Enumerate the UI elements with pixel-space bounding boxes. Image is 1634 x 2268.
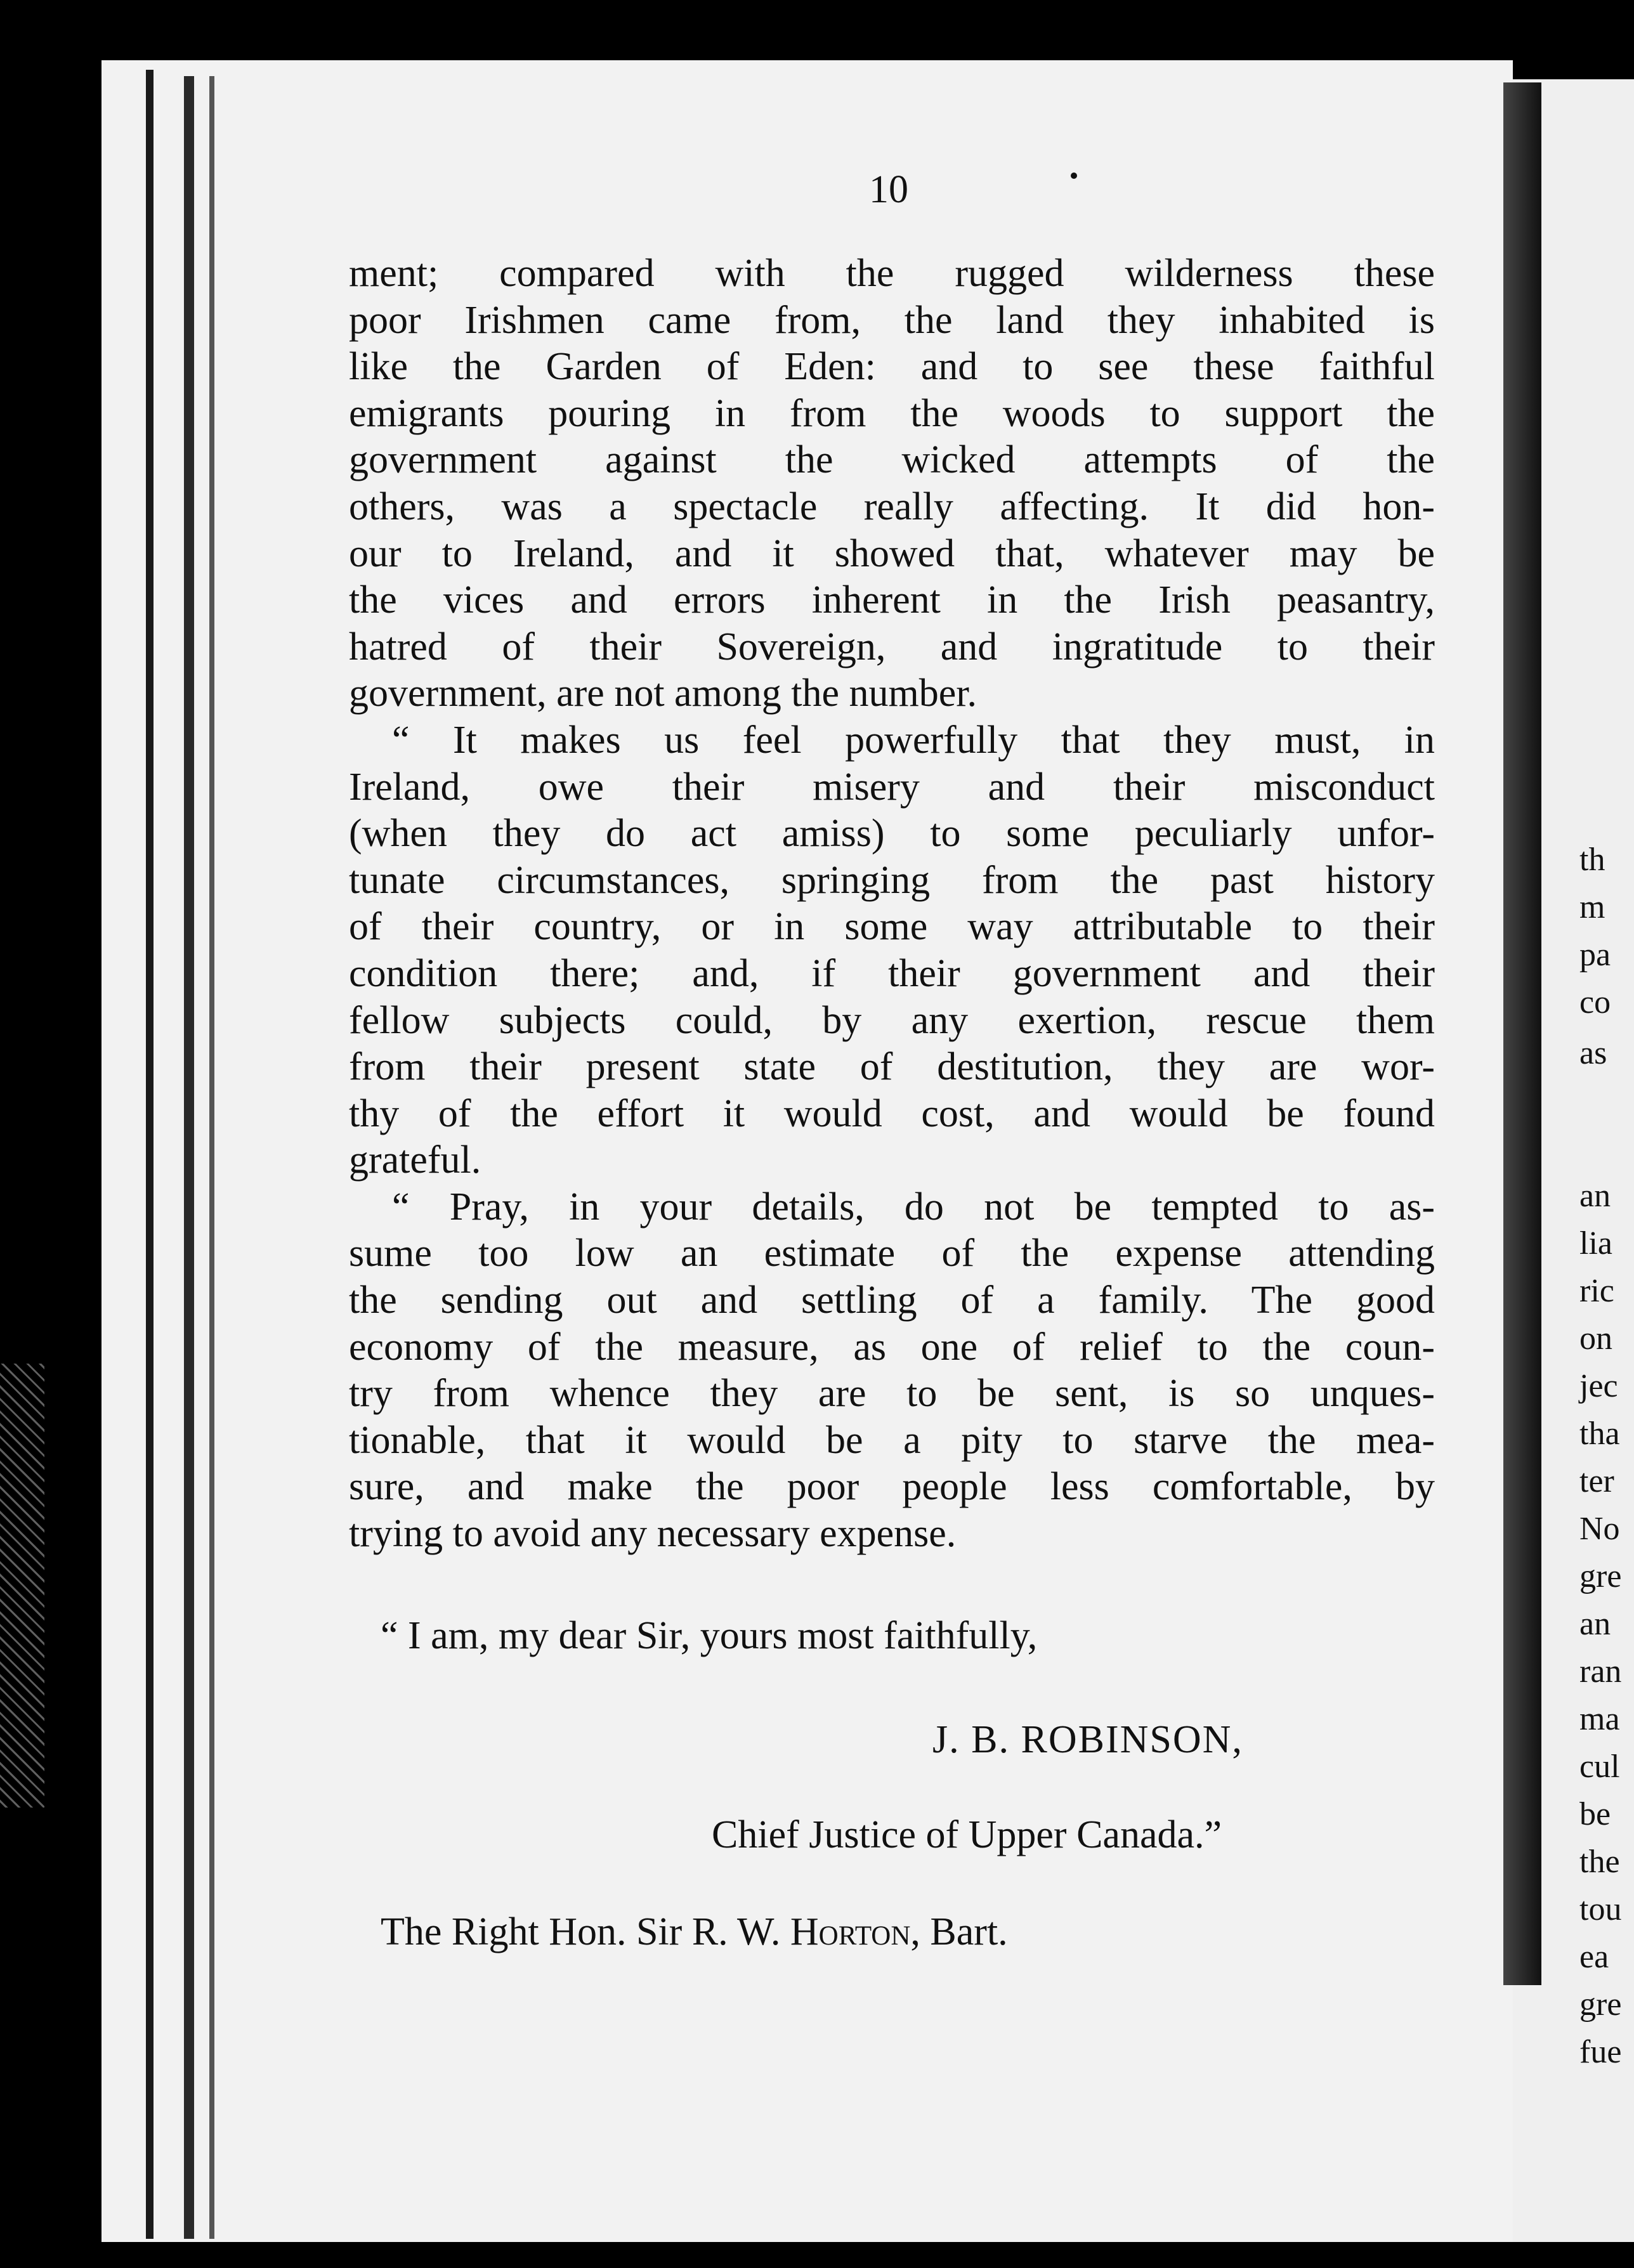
adjacent-page-fragment: cul [1579, 1749, 1620, 1785]
letter-closing: “ I am, my dear Sir, yours most faithfully, [381, 1614, 1038, 1657]
adjacent-page-fragment: an [1579, 1606, 1611, 1642]
text-line: economy of the measure, as one of relief to the coun- [349, 1325, 1435, 1369]
text-line: tionable, that it would be a pity to starve the mea- [349, 1418, 1435, 1462]
adjacent-page-fragment: ma [1579, 1701, 1620, 1737]
text-line: others, was a spectacle really affecting. It did hon- [349, 485, 1435, 528]
text-line: sure, and make the poor people less comfortable, by [349, 1465, 1435, 1509]
text-line: from their present state of destitution, they are wor- [349, 1045, 1435, 1089]
text-line: the vices and errors inherent in the Irish peasantry, [349, 578, 1435, 622]
text-line: (when they do act amiss) to some peculiarly unfor- [349, 812, 1435, 856]
page-edge [184, 76, 194, 2239]
adjacent-page-fragment: ran [1579, 1653, 1622, 1690]
text-line: poor Irishmen came from, the land they inhabited is [349, 298, 1435, 342]
scan-noise [0, 1364, 44, 1808]
text-line: our to Ireland, and it showed that, whatever may be [349, 531, 1435, 575]
adjacent-page-fragment: ea [1579, 1939, 1609, 1975]
book-gutter [1503, 82, 1541, 1985]
text-line: trying to avoid any necessary expense. [349, 1512, 957, 1556]
text-line: try from whence they are to be sent, is so unques- [349, 1372, 1435, 1416]
text-line: fellow subjects could, by any exertion, rescue them [349, 998, 1435, 1042]
addressee [381, 1912, 1008, 1952]
adjacent-page-fragment: gre [1579, 1558, 1622, 1594]
adjacent-page-fragment: tha [1579, 1416, 1620, 1452]
text-line: “ Pray, in your details, do not be tempted to as- [392, 1185, 1435, 1228]
adjacent-page-fragment: ric [1579, 1273, 1614, 1309]
text-line: condition there; and, if their government and their [349, 951, 1435, 995]
adjacent-page-fragment: as [1579, 1035, 1607, 1071]
adjacent-page-fragment: the [1579, 1844, 1620, 1880]
text-line: government against the wicked attempts of the [349, 438, 1435, 482]
text-line: the sending out and settling of a family. The good [349, 1279, 1435, 1322]
adjacent-page-fragment: gre [1579, 1986, 1622, 2023]
addressee-name: Horton [790, 1910, 911, 1953]
adjacent-page-fragment: m [1579, 889, 1605, 925]
adjacent-page-fragment: be [1579, 1796, 1611, 1832]
addressee-prefix: The Right Hon. Sir R. W. [381, 1910, 790, 1953]
adjacent-page-fragment: jec [1579, 1368, 1618, 1404]
text-line: like the Garden of Eden: and to see these faithful [349, 345, 1435, 389]
adjacent-page-fragment: lia [1579, 1225, 1612, 1261]
adjacent-page-fragment: fue [1579, 2034, 1622, 2070]
text-line: Ireland, owe their misery and their misconduct [349, 765, 1435, 809]
text-line: thy of the effort it would cost, and would be found [349, 1092, 1435, 1135]
adjacent-page-fragment: th [1579, 842, 1605, 878]
adjacent-page-fragment: tou [1579, 1891, 1622, 1927]
page-edge [146, 70, 154, 2239]
signature: J. B. ROBINSON, [932, 1718, 1243, 1761]
signer-title: Chief Justice of Upper Canada.” [712, 1813, 1222, 1856]
adjacent-page-fragment: ter [1579, 1463, 1614, 1499]
text-line: government, are not among the number. [349, 672, 977, 715]
page-number: 10 [869, 168, 908, 211]
addressee-suffix: , Bart. [910, 1910, 1008, 1953]
text-line: emigrants pouring in from the woods to support the [349, 391, 1435, 435]
adjacent-page-fragment: an [1579, 1178, 1611, 1214]
adjacent-page-fragment: on [1579, 1320, 1612, 1357]
adjacent-page-fragment: No [1579, 1511, 1620, 1547]
adjacent-page-fragment: pa [1579, 937, 1611, 973]
text-line: tunate circumstances, springing from the past history [349, 858, 1435, 902]
text-line: grateful. [349, 1138, 481, 1182]
text-line: hatred of their Sovereign, and ingratitude to their [349, 625, 1435, 668]
text-line: of their country, or in some way attributable to their [349, 905, 1435, 949]
text-line: ment; compared with the rugged wilderness these [349, 252, 1435, 295]
text-line: sume too low an estimate of the expense attending [349, 1232, 1435, 1275]
body-text [349, 251, 1435, 1558]
adjacent-page-fragment: co [1579, 984, 1611, 1020]
ink-speck [1071, 173, 1077, 179]
text-line: “ It makes us feel powerfully that they must, in [392, 718, 1435, 762]
page-edge [209, 76, 214, 2239]
